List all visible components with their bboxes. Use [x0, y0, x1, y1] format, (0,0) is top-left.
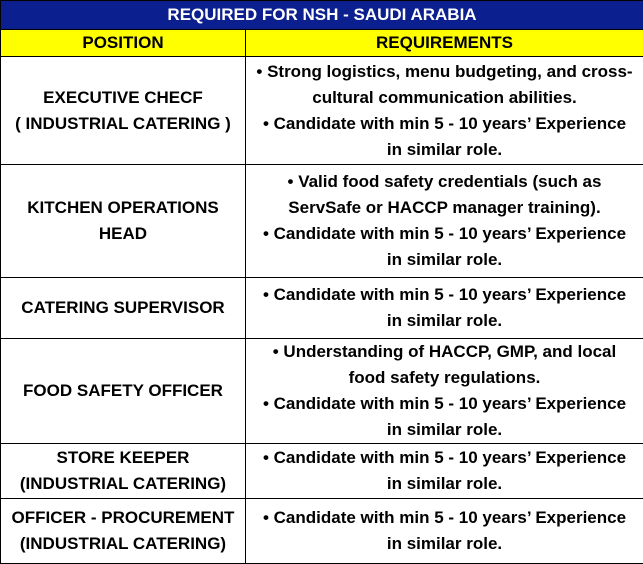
table-row: [1, 499, 643, 564]
position-line: ( INDUSTRIAL CATERING ): [1, 111, 245, 137]
position-column-header: POSITION: [1, 30, 246, 57]
position-line: EXECUTIVE CHECF: [1, 85, 245, 111]
position-cell: [1, 278, 246, 339]
table-row: [1, 339, 643, 444]
requirements-cell: [246, 444, 643, 499]
requirement-line: in similar role.: [246, 531, 643, 557]
position-line: CATERING SUPERVISOR: [1, 295, 245, 321]
requirements-cell: [246, 339, 643, 444]
table-row: [1, 444, 643, 499]
requirement-line: • Candidate with min 5 - 10 years’ Experience: [246, 111, 643, 137]
position-line: (INDUSTRIAL CATERING): [1, 531, 245, 557]
position-line: KITCHEN OPERATIONS: [1, 195, 245, 221]
requirement-line: • Strong logistics, menu budgeting, and cross-: [246, 59, 643, 85]
requirements-cell: [246, 278, 643, 339]
position-cell: [1, 499, 246, 564]
position-line: (INDUSTRIAL CATERING): [1, 471, 245, 497]
table-row: [1, 165, 643, 278]
position-line: FOOD SAFETY OFFICER: [1, 378, 245, 404]
title-row: [1, 1, 643, 30]
position-line: OFFICER - PROCUREMENT: [1, 505, 245, 531]
table-row: [1, 278, 643, 339]
position-line: HEAD: [1, 221, 245, 247]
table-title: REQUIRED FOR NSH - SAUDI ARABIA: [1, 1, 643, 30]
requirement-line: • Valid food safety credentials (such as: [246, 169, 643, 195]
requirements-cell: [246, 165, 643, 278]
requirement-line: • Understanding of HACCP, GMP, and local: [246, 339, 643, 365]
position-cell: [1, 165, 246, 278]
position-cell: [1, 444, 246, 499]
requirement-line: • Candidate with min 5 - 10 years’ Experience: [246, 282, 643, 308]
requirement-line: ServSafe or HACCP manager training).: [246, 195, 643, 221]
requirement-line: cultural communication abilities.: [246, 85, 643, 111]
requirements-cell: [246, 57, 643, 165]
requirement-line: in similar role.: [246, 247, 643, 273]
requirement-line: • Candidate with min 5 - 10 years’ Experience: [246, 221, 643, 247]
position-line: STORE KEEPER: [1, 445, 245, 471]
requirement-line: in similar role.: [246, 137, 643, 163]
position-cell: [1, 57, 246, 165]
requirement-line: in similar role.: [246, 308, 643, 334]
requirement-line: food safety regulations.: [246, 365, 643, 391]
requirements-column-header: REQUIREMENTS: [246, 30, 643, 57]
requirement-line: in similar role.: [246, 471, 643, 497]
requirement-line: • Candidate with min 5 - 10 years’ Experience: [246, 391, 643, 417]
requirements-cell: [246, 499, 643, 564]
requirement-line: • Candidate with min 5 - 10 years’ Experience: [246, 505, 643, 531]
requirement-line: in similar role.: [246, 417, 643, 443]
column-header-row: [1, 30, 643, 57]
table-row: [1, 57, 643, 165]
position-cell: [1, 339, 246, 444]
requirement-line: • Candidate with min 5 - 10 years’ Experience: [246, 445, 643, 471]
